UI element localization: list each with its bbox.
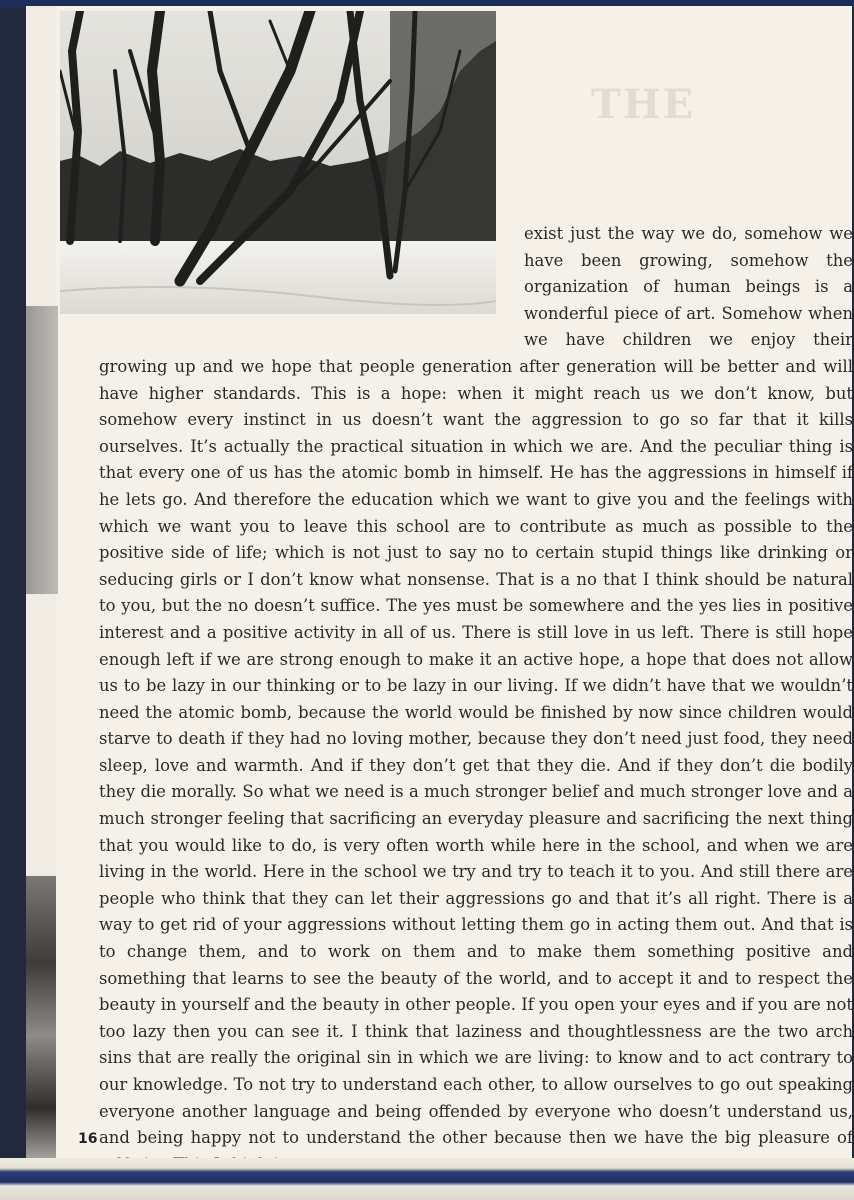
book-binding-bottom (0, 1158, 854, 1200)
body-paragraph: exist just the way we do, somehow we have been growing, somehow the organization of human beings is a wonderful piece of art. Somehow when we have children we enjoy their growing up and we hope that people generation after generation will be better and will have higher standards. This is a hope: when it might reach us we don’t know, but somehow every instinct in us doesn’t want the aggression to go so far that it kills ourselves. It’s actually the practical situation in which we are. And the peculiar thing is that every one of us has the atomic bomb in himself. He has the aggressions in himself if he lets go. And therefore the education which we want to give you and the feelings with which we want you to leave this school are to contribute as much as possible to the positive side of life; which is not just to say no to certain stupid things like drinking or seducing girls or I don’t know what nonsense. That is a no that I think should be natural to you, but the no doesn’t suffice. The yes must be somewhere and the yes lies in positive interest and a positive activity in all of us. There is still love in us left. There is still hope enough left if we are strong enough to make it an active hope, a hope that does not allow us to be lazy in our thinking or to be lazy in our living. If we didn’t have that we wouldn’t need the atomic bomb, because the world would be finished by now since children would starve to death if they had no loving mother, because they don’t need just food, they need sleep, love and warmth. And if they don’t get that they die. And if they don’t die bodily they die morally. So what we need is a much stronger belief and much stronger love and a much stronger feeling that sacrificing an everyday pleasure and sacrificing the next thing that you would like to do, is very often worth while here in the school, and when we are living in the world. Here in the school we try and try to teach it to you. And still there are people who think that they can let their aggressions go and that it’s all right. There is a way to get rid of your aggressions without letting them go in acting them out. And that is to change them, and to work on them and to make them something positive and something that learns to see the beauty of the world, and to accept it and to respect the beauty in yourself and the beauty in other people. If you open your eyes and if you are not too lazy then you can see it. I think that laziness and thoughtlessness are the two arch sins that are really the original sin in which we are living: to know and to act contrary to our knowledge. To not try to understand each other, to allow ourselves to go out speaking everyone another language and being offended by everyone who doesn’t understand us, and being happy not to understand the other because then we have the big pleasure of (99, 224, 853, 1148)
facing-page-gray-block (26, 306, 58, 594)
photo-wrap-spacer (99, 221, 524, 351)
page-number: 16 (78, 1131, 98, 1147)
bleed-through-title: THE (591, 81, 696, 128)
book-page (26, 6, 852, 1164)
body-text (99, 221, 853, 1178)
facing-page-photo-edge (26, 876, 56, 1166)
